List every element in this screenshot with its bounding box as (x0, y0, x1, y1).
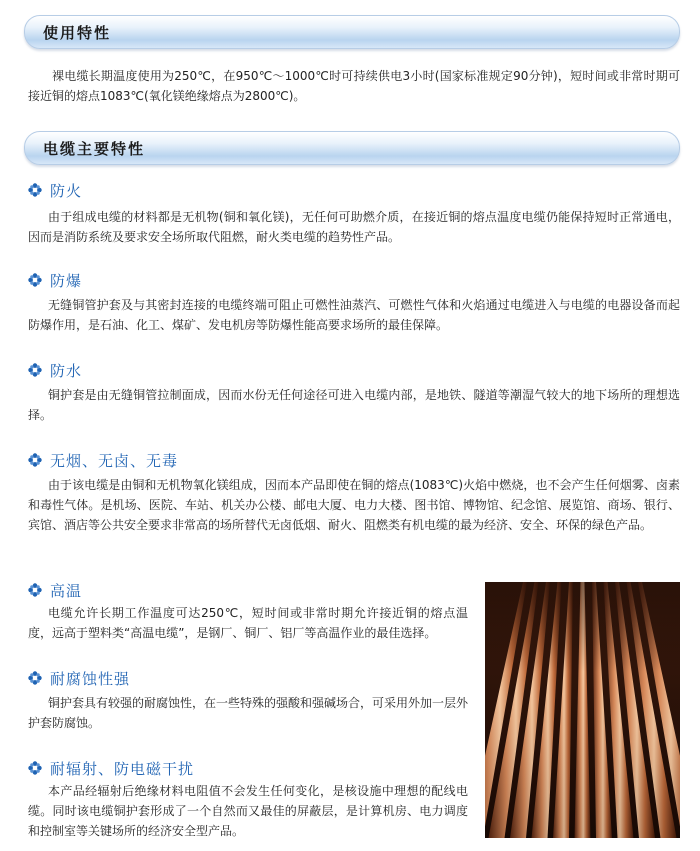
flower-bullet-icon (28, 671, 42, 685)
section-smoke-title: 无烟、无卤、无毒 (50, 451, 179, 470)
section-water-header (28, 360, 82, 380)
section-heat-header (28, 580, 82, 600)
usage-title: 使用特性 (43, 24, 112, 42)
section-fire-header (28, 180, 82, 200)
usage-banner (24, 15, 680, 49)
section-explosion-text: 无缝铜管护套及与其密封连接的电缆终端可阻止可燃性油蒸汽、可燃性气体和火焰通过电缆进入与电缆的电器设备而起防爆作用，是石油、化工、煤矿、发电机房等防爆性能高要求场所的最佳保障。 (28, 298, 680, 332)
section-radiation-text: 本产品经辐射后绝缘材料电阻值不会发生任何变化，是核设施中理想的配线电缆。同时该电缆铜护套形成了一个自然而又最佳的屏蔽层，是计算机房、电力调度和控制室等关键场所的经济安全型产品。 (28, 784, 468, 838)
flower-bullet-icon (28, 183, 42, 197)
section-corrosion-title: 耐腐蚀性强 (50, 669, 131, 688)
flower-bullet-icon (28, 453, 42, 467)
main-title: 电缆主要特性 (43, 140, 146, 158)
section-radiation-title: 耐辐射、防电磁干扰 (50, 759, 195, 778)
section-smoke-header (28, 450, 178, 470)
section-smoke-text: 由于该电缆是由铜和无机物氧化镁组成，因而本产品即使在铜的熔点(1083℃)火焰中燃烧，也不会产生任何烟雾、卤素和毒性气体。是机场、医院、车站、机关办公楼、邮电大厦、电力大楼、图书馆、博物馆、纪念馆、展览馆、商场、银行、宾馆、酒店等公共安全要求非常高的场所替代无卤低烟、耐火、阻燃类有机电缆的最为经济、安全、环保的绿色产品。 (28, 478, 680, 532)
main-banner (24, 131, 680, 165)
copper-cable-photo (485, 582, 680, 838)
section-water-title: 防水 (50, 361, 83, 380)
section-corrosion-text: 铜护套具有较强的耐腐蚀性，在一些特殊的强酸和强碱场合，可采用外加一层外护套防腐蚀。 (28, 696, 469, 730)
section-heat-text: 电缆允许长期工作温度可达250℃，短时间或非常时期允许接近铜的熔点温度，远高于塑料类“高温电缆”，是钢厂、铜厂、铝厂等高温作业的最佳选择。 (28, 606, 468, 640)
flower-bullet-icon (28, 273, 42, 287)
section-fire-text: 由于组成电缆的材料都是无机物(铜和氧化镁)，无任何可助燃介质，在接近铜的熔点温度电缆仍能保持短时正常通电，因而是消防系统及要求安全场所取代阻燃，耐火类电缆的趋势性产品。 (28, 210, 680, 244)
flower-bullet-icon (28, 583, 42, 597)
flower-bullet-icon (28, 363, 42, 377)
section-fire-title: 防火 (50, 181, 83, 200)
section-radiation-header (28, 758, 194, 778)
usage-text: 裸电缆长期温度使用为250℃，在950℃～1000℃时可持续供电3小时(国家标准规定90分钟)，短时间或非常时期可接近铜的熔点1083℃(氧化镁绝缘熔点为2800℃)。 (28, 69, 680, 103)
flower-bullet-icon (28, 761, 42, 775)
section-heat-title: 高温 (50, 581, 83, 600)
section-corrosion-header (28, 668, 130, 688)
section-water-text: 铜护套是由无缝铜管拉制面成，因而水份无任何途径可进入电缆内部，是地铁、隧道等潮湿气较大的地下场所的理想选择。 (28, 388, 680, 422)
section-explosion-title: 防爆 (50, 271, 83, 290)
section-explosion-header (28, 270, 82, 290)
